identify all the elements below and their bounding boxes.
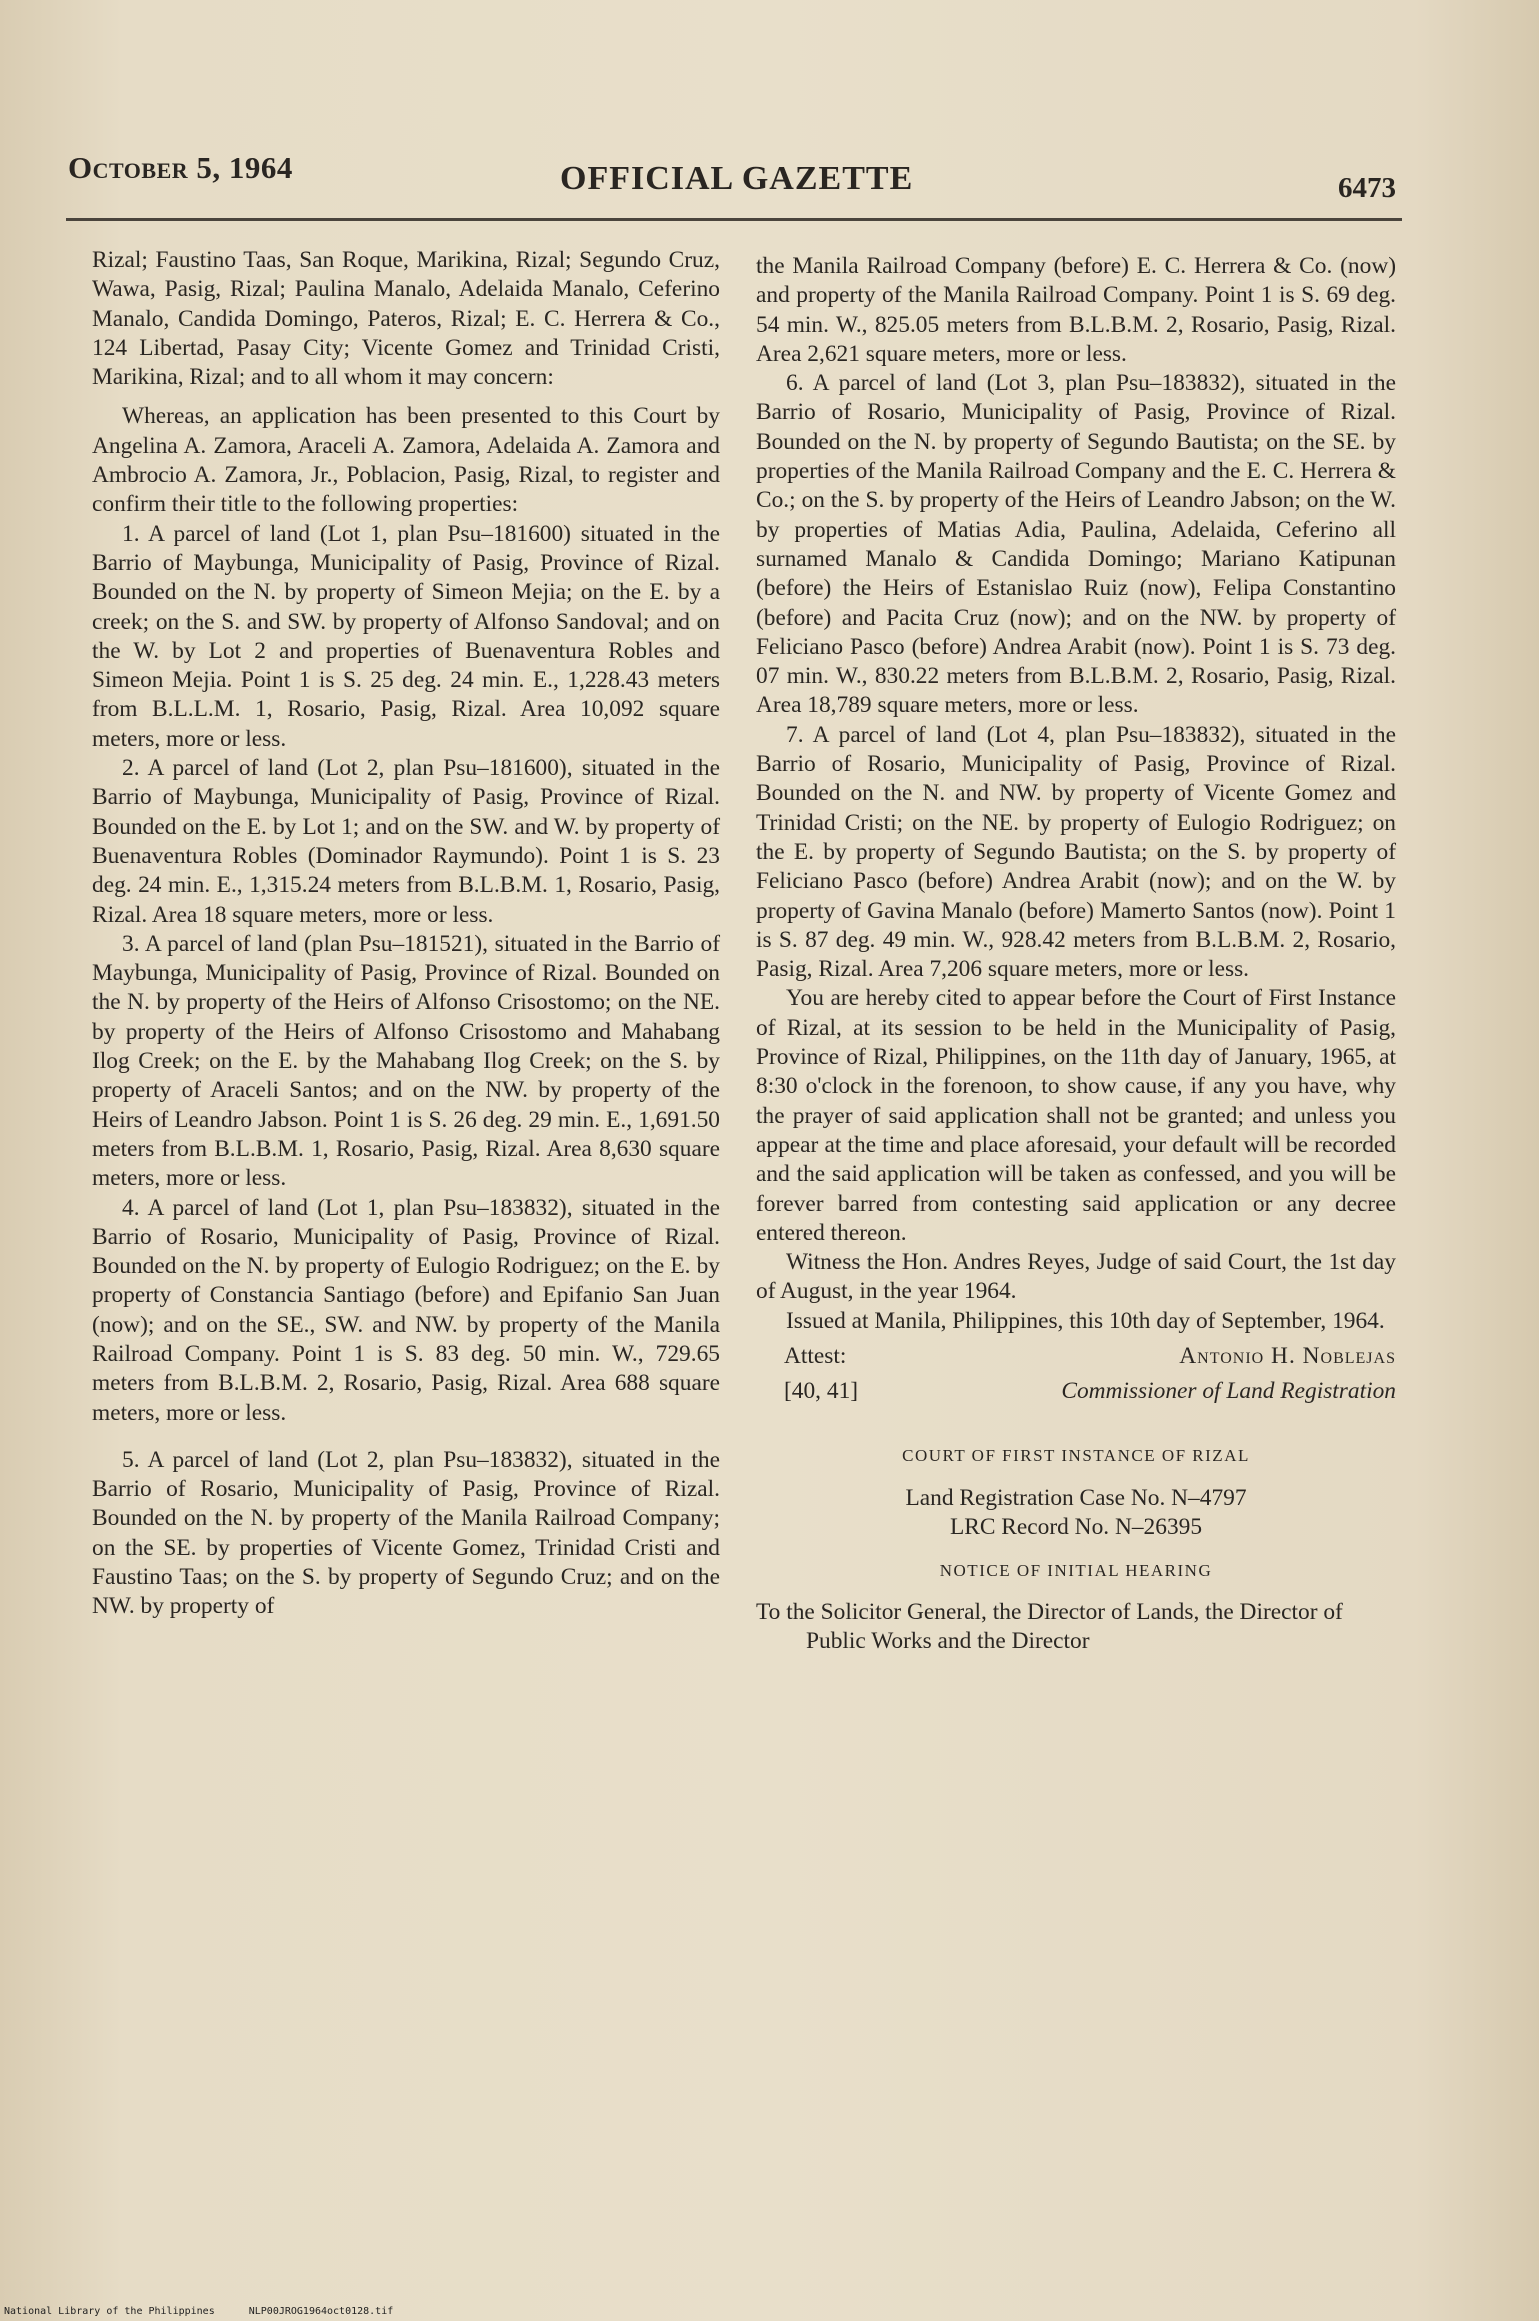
reference-number: [40, 41] [784,1378,859,1405]
whereas-paragraph: Whereas, an application has been presented to this Court by Angelina A. Zamora, Araceli A. Zamora, Adelaida A. Zamora and Ambrocio A. Zamora, Jr., Poblacion, Pasig, Rizal, to register and confirm their title to the following properties: [92,403,720,518]
parcel-5: 5. A parcel of land (Lot 2, plan Psu–183832), situated in the Barrio of Rosario, Municipality of Pasig, Province of Rizal. Bounded on the N. by property of the Manila Railroad Company; on the SE. by properties of Vicente Gomez, Trinidad Cristi and Faustino Taas; on the S. by property of Segundo Cruz; and on the NW. by property of [92,1446,720,1620]
addressee-line: To the Solicitor General, the Director of Lands, the Director of Public Works and the Director [756,1598,1343,1655]
notice-heading: NOTICE OF INITIAL HEARING [939,1561,1213,1581]
court-heading: COURT OF FIRST INSTANCE OF RIZAL [902,1445,1250,1465]
parcel-1: 1. A parcel of land (Lot 1, plan Psu–181600) situated in the Barrio of Maybunga, Municipality of Pasig, Province of Rizal. Bounded on the N. by property of Simeon Mejia; on the E. by a creek; on the S. and SW. by property of Alfonso Sandoval; and on the W. by Lot 2 and properties of Buenaventura Robles and Simeon Mejia. Point 1 is S. 25 deg. 24 min. E., 1,228.43 meters from B.L.L.M. 1, Rosario, Pasig, Rizal. Area 10,092 square meters, more or less. [92,520,720,752]
parcel-7: 7. A parcel of land (Lot 4, plan Psu–183832), situated in the Barrio of Rosario, Municipality of Pasig, Province of Rizal. Bounded on the N. and NW. by property of Vicente Gomez and Trinidad Cristi; on the NE. by property of Eulogio Rodriguez; on the E. by property of Segundo Bautista; on the S. by property of Feliciano Pasco (before) Andrea Arabit (now); and on the W. by property of Gavina Manalo (before) Mamerto Santos (now). Point 1 is S. 87 deg. 49 min. W., 928.42 meters from B.L.B.M. 2, Rosario, Pasig, Rizal. Area 7,206 square meters, more or less. [756,721,1396,983]
scan-filename: NLP00JROG1964oct0128.tif [248,2306,394,2317]
right-column [756,252,1396,1656]
left-column [92,246,720,1622]
attest-line [756,1342,1396,1371]
lrc-record: LRC Record No. N–26395 [949,1514,1203,1541]
parcel-2: 2. A parcel of land (Lot 2, plan Psu–181600), situated in the Barrio of Maybunga, Municipality of Pasig, Province of Rizal. Bounded on the E. by Lot 1; and on the SW. and W. by property of Buenaventura Robles (Dominador Raymundo). Point 1 is S. 23 deg. 24 min. E., 1,315.24 meters from B.L.B.M. 1, Rosario, Pasig, Rizal. Area 18 square meters, more or less. [92,755,720,928]
signer-title: Commissioner of Land Registration [1061,1378,1396,1405]
attest-label: Attest: [784,1342,847,1369]
gazette-title: OFFICIAL GAZETTE [560,160,914,197]
page-number: 6473 [1338,172,1396,204]
issued-paragraph: Issued at Manila, Philippines, this 10th day of September, 1964. [786,1307,1385,1334]
scan-footer [4,2306,421,2317]
header-rule [66,218,1402,221]
issue-date: October 5, 1964 [68,150,293,185]
witness-paragraph: Witness the Hon. Andres Reyes, Judge of said Court, the 1st day of August, in the year 1964. [756,1249,1396,1305]
library-credit: National Library of the Philippines [4,2306,215,2317]
parcel-5-continued: the Manila Railroad Company (before) E. C. Herrera & Co. (now) and property of the Manila Railroad Company. Point 1 is S. 69 deg. 54 min. W., 825.05 meters from B.L.B.M. 2, Rosario, Pasig, Rizal. Area 2,621 square meters, more or less. [756,253,1396,367]
parcel-4: 4. A parcel of land (Lot 1, plan Psu–183832), situated in the Barrio of Rosario, Municipality of Pasig, Province of Rizal. Bounded on the N. by property of Eulogio Rodriguez; on the E. by property of Constancia Santiago (before) and Epifanio San Juan (now); and on the SE., SW. and NW. by property of the Manila Railroad Company. Point 1 is S. 83 deg. 50 min. W., 729.65 meters from B.L.B.M. 2, Rosario, Pasig, Rizal. Area 688 square meters, more or less. [92,1194,720,1426]
parcel-3: 3. A parcel of land (plan Psu–181521), situated in the Barrio of Maybunga, Municipality of Pasig, Province of Rizal. Bounded on the N. by property of the Heirs of Alfonso Crisostomo; on the NE. by property of the Heirs of Alfonso Crisostomo and Mahabang Ilog Creek; on the E. by the Mahabang Ilog Creek; on the S. by property of Araceli Santos; and on the NW. by property of the Heirs of Leandro Jabson. Point 1 is S. 26 deg. 29 min. E., 1,691.50 meters from B.L.B.M. 1, Rosario, Pasig, Rizal. Area 8,630 square meters, more or less. [92,930,720,1192]
case-number: Land Registration Case No. N–4797 [905,1484,1247,1511]
attest-title-line [756,1377,1396,1406]
citation-paragraph: You are hereby cited to appear before the Court of First Instance of Rizal, at its session to be held in the Municipality of Pasig, Province of Rizal, Philippines, on the 11th day of January, 1965, at 8:30 o'clock in the forenoon, to show cause, if any you have, why the prayer of said application shall not be granted; and unless you appear at the time and place aforesaid, your default will be recorded and the said application will be taken as confessed, and you will be forever barred from contesting said application or any decree entered thereon. [756,985,1396,1246]
parcel-6: 6. A parcel of land (Lot 3, plan Psu–183832), situated in the Barrio of Rosario, Municipality of Pasig, Province of Rizal. Bounded on the N. by property of Segundo Bautista; on the SE. by properties of the Manila Railroad Company and the E. C. Herrera & Co.; on the S. by property of the Heirs of Leandro Jabson; on the W. by properties of Matias Adia, Paulina, Adelaida, Ceferino all surnamed Manalo & Candida Domingo; Mariano Katipunan (before) the Heirs of Estanislao Ruiz (now), Felipa Constantino (before) and Pacita Cruz (now); and on the NW. by property of Feliciano Pasco (before) Andrea Arabit (now). Point 1 is S. 73 deg. 07 min. W., 830.22 meters from B.L.B.M. 2, Rosario, Pasig, Rizal. Area 18,789 square meters, more or less. [756,370,1396,719]
signer-name: Antonio H. Noblejas [1179,1342,1396,1369]
addressees-continued: Rizal; Faustino Taas, San Roque, Marikina, Rizal; Segundo Cruz, Wawa, Pasig, Rizal; Paulina Manalo, Adelaida Manalo, Ceferino Manalo, Candida Domingo, Pateros, Rizal; E. C. Herrera & Co., 124 Libertad, Pasay City; Vicente Gomez and Trinidad Cristi, Marikina, Rizal; and to all whom it may concern: [92,247,720,391]
